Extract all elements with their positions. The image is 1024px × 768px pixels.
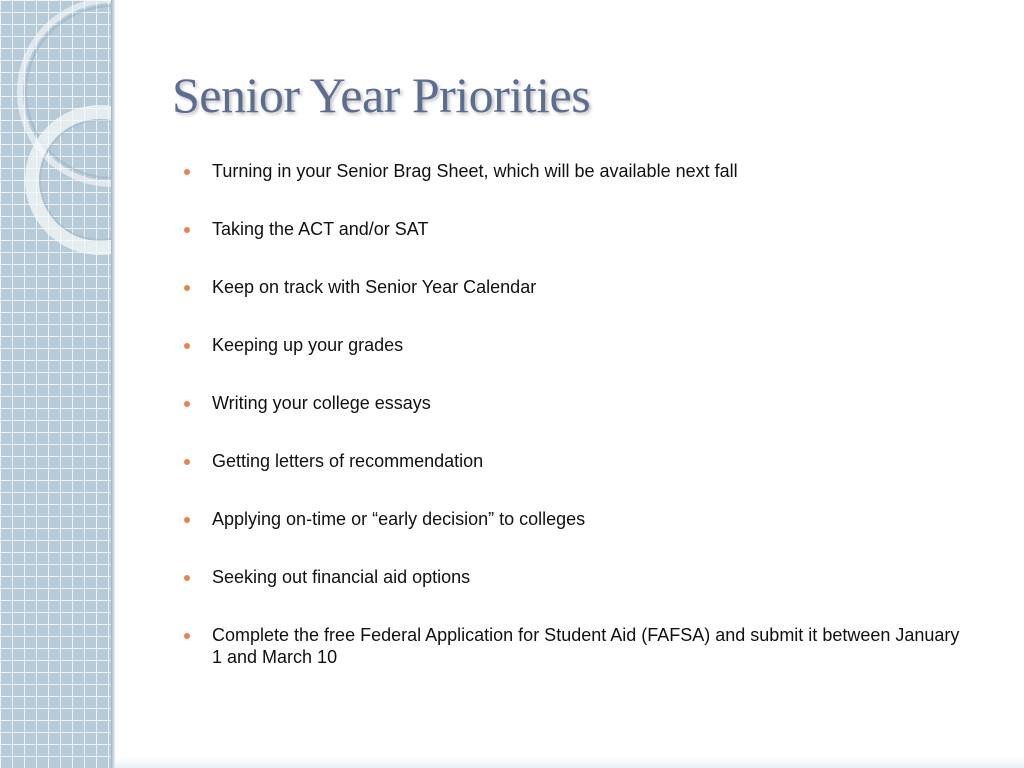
- bullet-dot-icon: [184, 633, 190, 639]
- bullet-text: Complete the free Federal Application for Student Aid (FAFSA) and submit it between January 1 and March 10: [212, 625, 960, 667]
- bullet-item: [184, 160, 974, 182]
- bullet-item: [184, 508, 974, 530]
- bullet-text: Taking the ACT and/or SAT: [212, 219, 429, 239]
- bullet-dot-icon: [184, 575, 190, 581]
- bullet-item: [184, 218, 974, 240]
- bullet-text: Seeking out financial aid options: [212, 567, 471, 587]
- bullet-text: Getting letters of recommendation: [212, 451, 484, 471]
- decorative-grid-sidebar: [0, 0, 113, 768]
- bullet-item: [184, 450, 974, 472]
- bullet-dot-icon: [184, 343, 190, 349]
- slide-title: Senior Year Priorities: [172, 67, 591, 123]
- bullet-text: Applying on-time or “early decision” to colleges: [212, 509, 586, 529]
- bottom-shade-divider: [113, 758, 1024, 768]
- sidebar-edge-divider: [111, 0, 115, 768]
- decorative-rings-icon: [0, 0, 113, 300]
- bullet-dot-icon: [184, 459, 190, 465]
- bullet-text: Writing your college essays: [212, 393, 431, 413]
- bullet-dot-icon: [184, 285, 190, 291]
- bullet-item: [184, 624, 974, 668]
- bullet-item: [184, 566, 974, 588]
- bullet-list: [184, 160, 974, 668]
- bullet-text: Turning in your Senior Brag Sheet, which will be available next fall: [212, 161, 738, 181]
- bullet-item: [184, 276, 974, 298]
- bullet-item: [184, 334, 974, 356]
- bullet-dot-icon: [184, 517, 190, 523]
- bullet-dot-icon: [184, 401, 190, 407]
- bullet-dot-icon: [184, 227, 190, 233]
- bullet-item: [184, 392, 974, 414]
- bullet-dot-icon: [184, 169, 190, 175]
- bullet-text: Keeping up your grades: [212, 335, 404, 355]
- bullet-text: Keep on track with Senior Year Calendar: [212, 277, 537, 297]
